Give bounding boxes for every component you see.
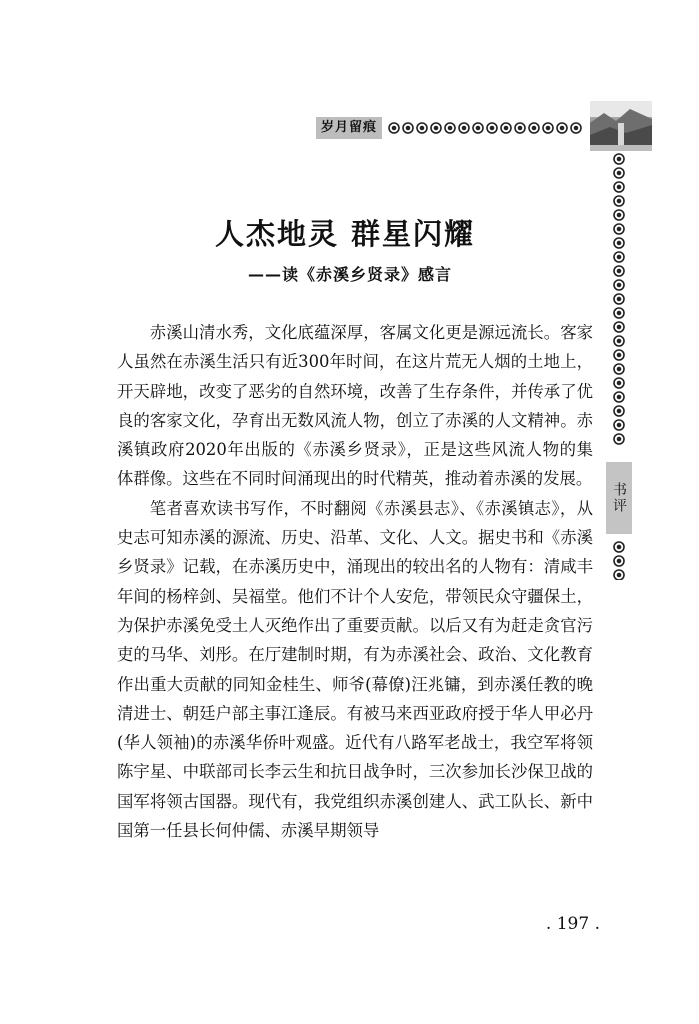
page-number: . 197 .: [545, 914, 600, 934]
article-title: 人杰地灵 群星闪耀: [214, 217, 476, 251]
section-label: 岁月留痕: [316, 117, 382, 139]
side-tab: 书评: [606, 462, 632, 534]
article-subtitle: ——读《赤溪乡贤录》感言: [247, 265, 452, 284]
ornamental-border-vertical-lower: [609, 540, 629, 580]
section-header: [316, 117, 586, 139]
article-body: [117, 318, 593, 845]
ornamental-border-horizontal: [388, 120, 588, 136]
paragraph: 赤溪山清水秀，文化底蕴深厚，客属文化更是源远流长。客家人虽然在赤溪生活只有近300年时间，在这片荒无人烟的土地上，开天辟地，改变了恶劣的自然环境，改善了生存条件，并传承了优良的客家文化，孕育出无数风流人物，创立了赤溪的人文精神。赤溪镇政府2020年出版的《赤溪乡贤录》，正是这些风流人物的集体群像。这些在不同时间涌现出的时代精英，推动着赤溪的发展。: [117, 323, 593, 489]
landscape-photo: [590, 101, 652, 151]
paragraph: 笔者喜欢读书写作，不时翻阅《赤溪县志》、《赤溪镇志》，从史志可知赤溪的源流、历史、沿革、文化、人文。据史书和《赤溪乡贤录》记载，在赤溪历史中，涌现出的较出名的人物有：清咸丰年间的杨梓剑、吴福堂。他们不计个人安危，带领民众守疆保土，为保护赤溪免受土人灭绝作出了重要贡献。以后又有为赶走贪官污吏的马华、刘彤。在厅建制时期，有为赤溪社会、政治、文化教育作出重大贡献的同知金桂生、师爷(幕僚)汪兆镛，到赤溪任教的晚清进士、朝廷户部主事江逢辰。有被马来西亚政府授于华人甲必丹(华人领袖)的赤溪华侨叶观盛。近代有八路军老战士，我空军将领陈宇星、中联部司长李云生和抗日战争时，三次参加长沙保卫战的国军将领古国器。现代有，我党组织赤溪创建人、武工队长、新中国第一任县长何仲儒、赤溪早期领导: [117, 498, 593, 841]
ornamental-border-vertical: [609, 152, 629, 452]
